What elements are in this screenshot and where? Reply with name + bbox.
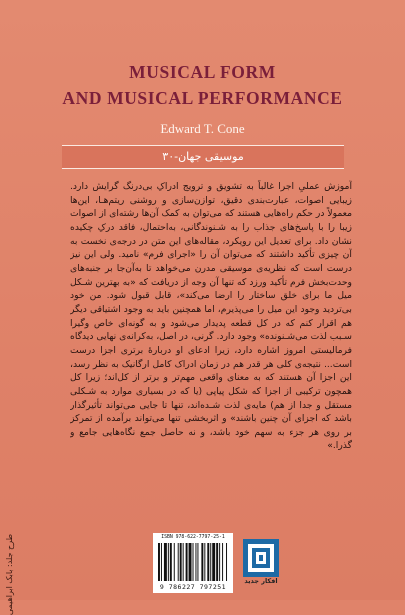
back-cover-text: آموزش عملیِ اجرا غالباً به تشویق و ترویج ادراکِ بی‌درنگ گرایش دارد. زیبایی اصوات، عبارت‌بندی دقیق، توازن‌سازی و روشنی ریتم‌هـا، این‌ها معمولاً در حکم راه‌هایی هستند که می‌توان به کمک آن‌ها رشته‌ای از اصوات زیبا را با پاسخ‌های جذاب را به شـنوندگانی، به‌احتمال، فاقد درکِ چکیده نشان داد. برای تعدیل این رویکرد، مقاله‌های این متن در درجه‌ی نخست به آن چیزی تأکید داشتند که می‌توان آن را «اجرای فرم» نامید. ولی این نیز درست است که نظریه‌ی موسیقی مدرن می‌خواهد تا به‌آن‌جا بر جنبه‌های وحدت‌بخش فرم تأکید ورزد که تنها آن وجه از دریافت که «به بهترین شـکل میل ما برای خلق ساختار را ارضا می‌کند»، قابل قبول شود. من خود بی‌تردید وجود این میل را می‌پذیرم، اما همچنین باید به وجود اشتیاقی دیگر هم اقرار کنم که در کل قطعه پدیدار می‌شود و به گونه‌ای خاص وگیرا سـبب لذت می‌شـنونده» وجود دارد. گرنی، در اصل، به‌کرانه‌ی نهایی دیدگاه فرمالیستی امروز اشاره دارد، زیرا ادعای او دربارهٔ برتری اجزا درست است... نتیجه‌ی کلی هر قدر هم در زمان ادراک کامل ارگانیک به نظر رسد، این اجزا آن هستند که به معنای واقعی مهم‌تر و برتر از کل‌اند؛ زیرا کل همچون ترکیبی از اجزا که شکل پیاپی (یا که در بسیاری موارد به شـکلی مستقل و جدا از هم) مایه‌ی لذت شـده‌اند، تنها تا جایی می‌تواند تأثیرگذار باشد که اجزای آن چنین باشند» و اثربخشی تنها می‌تواند برآمده از تمرکز بر روی هر جزء به سهم خود باشد، و نه حاصل جمع نگاه‌هایی جامع و گذرا.»	[70, 181, 352, 452]
barcode	[153, 533, 233, 593]
barcode-bar	[178, 543, 179, 581]
barcode-bar	[183, 543, 184, 581]
cover-designer-credit: طرح جلد: بابک ابراهیمی	[5, 534, 14, 615]
barcode-bar	[226, 543, 227, 581]
barcode-bar	[207, 543, 209, 581]
title-line-2: AND MUSICAL PERFORMANCE	[62, 88, 343, 108]
barcode-bar	[174, 543, 175, 581]
barcode-bar	[195, 543, 196, 581]
barcode-bar	[222, 543, 223, 581]
barcode-bar	[201, 543, 203, 581]
barcode-bar	[193, 543, 194, 581]
barcode-bar	[180, 543, 182, 581]
series-band: موسیقی جهان-۳۰	[62, 145, 344, 169]
isbn-text: ISBN 978-622-7797-25-1	[161, 535, 225, 540]
barcode-bar	[197, 543, 198, 581]
barcode-bar	[186, 543, 188, 581]
barcode-bar	[204, 543, 205, 581]
barcode-bar	[219, 543, 220, 581]
barcode-bar	[170, 543, 172, 581]
barcode-bar	[216, 543, 218, 581]
barcode-bar	[158, 543, 160, 581]
barcode-bars	[158, 543, 228, 581]
barcode-bar	[189, 543, 192, 581]
barcode-bar	[164, 543, 167, 581]
barcode-bar	[210, 543, 211, 581]
title-line-1: MUSICAL FORM	[129, 62, 276, 82]
author-name: Edward T. Cone	[160, 121, 245, 136]
barcode-bar	[161, 543, 162, 581]
barcode-bar	[168, 543, 169, 581]
publisher-name: افکار جدید	[244, 577, 278, 585]
barcode-bar	[212, 543, 215, 581]
barcode-number: 9 786227 797251	[159, 583, 227, 591]
